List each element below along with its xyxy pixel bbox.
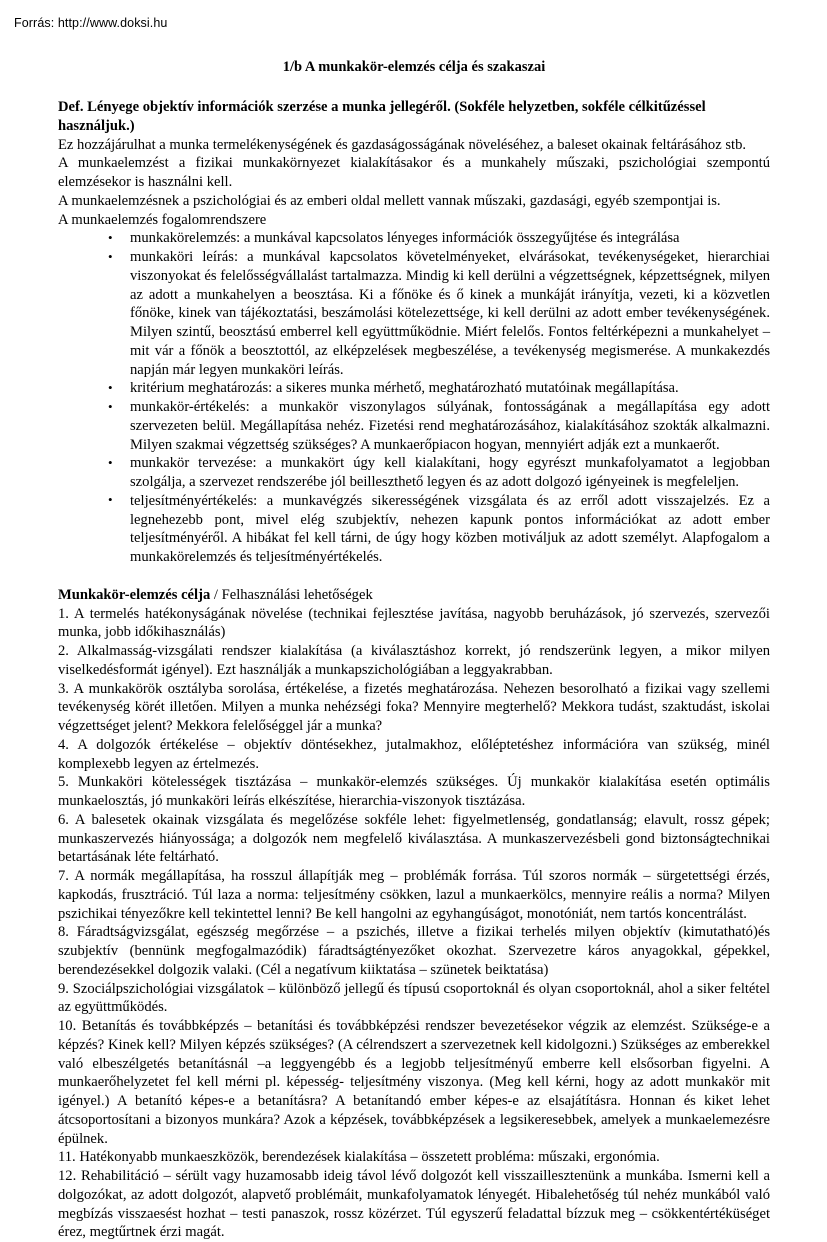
list-item: 4. A dolgozók értékelése – objektív döntésekhez, jutalmakhoz, előléptetéshez információra van szükség, minél komplexebb legyen az értelmezés. bbox=[58, 736, 770, 772]
list-item: 5. Munkaköri kötelességek tisztázása – munkakör-elemzés szükséges. Új munkakör kialakítása esetén optimális munkaelosztás, jó munkaköri leírás elkészítése, hierarchia-viszonyok tisztázása. bbox=[58, 774, 770, 810]
definition-paragraph: Def. Lényege objektív információk szerzése a munka jellegéről. (Sokféle helyzetben, sokféle célkitűzéssel használjuk.) bbox=[58, 99, 706, 134]
list-item: 12. Rehabilitáció – sérült vagy huzamosabb ideig távol lévő dolgozót kell visszaillesztenünk a munkába. Ismerni kell a dolgozókat, az adott dolgozót, alapvető problémáit, munkafolyamatok lényegét. Hibalehetőség túl nehéz munkából való megbízás visszaesést hozhat – testi panaszok, rossz közérzet. Túl egyszerű feladattal bízzuk meg – csökkentértéküséget érez, megtűrtnek érzi magát. bbox=[58, 1168, 770, 1241]
list-item: 1. A termelés hatékonyságának növelése (technikai fejlesztése javítása, nagyobb beruházások, jó szervezés, szervezői munka, jobb időkihasználás) bbox=[58, 605, 770, 641]
list-item: 6. A balesetek okainak vizsgálata és megelőzése sokféle lehet: figyelmetlenség, gondatlanság; elavult, rossz gépek; munkaszervezés hiányossága; a dolgozók nem megfelelő kiválasztása. A munkaszervezésbeli gond biztonságtechnikai betartásának léte feltárható. bbox=[58, 811, 770, 866]
intro-paragraph-3: A munkaelemzésnek a pszichológiai és az emberi oldal mellett vannak műszaki, gazdasági, egyéb szempontjai is. bbox=[58, 192, 721, 209]
section-heading bbox=[58, 586, 770, 605]
document-content bbox=[58, 58, 770, 1242]
source-url-header: Forrás: http://www.doksi.hu bbox=[14, 16, 168, 30]
list-item: • munkaköri leírás: a munkával kapcsolatos követelményeket, elvárásokat, tevékenységeket, hierarchiai viszonyokat és felelősségvállalást tartalmazza. Mindig ki kell derülni a végzettségnek, képzettségnek, milyen az adott a munkahelyen a beosztása. Ki a főnöke és ő kinek a munkáját irányítja, vezeti, ki a közvetlen főnöke, kinek van tájékoztatási, beszámolási kötelezettsége, ki kell derülni az adott ember tevékenységének. Milyen szintű, beosztású emberrel kell együttműködnie. Miért felelős. Fontos feltérképezni a munkahelyet – mit vár a főnök a beosztottól, az elképzelések megbeszélése, a tevékenység megismerése. A munkakezdés napján már legyen munkaköri leírás. bbox=[58, 248, 770, 379]
list-item: 2. Alkalmasság-vizsgálati rendszer kialakítása (a kiválasztáshoz korrekt, jó rendszerünk legyen, a mikor milyen viselkedésformát igényel). Ezt használják a munkapszichológiában a leggyakrabban. bbox=[58, 643, 770, 678]
list-item: 3. A munkakörök osztályba sorolása, értékelése, a fizetés meghatározása. Nehezen besorolható a fizikai vagy szellemi tevékenység körét illetően. Milyen a munka nehézségi foka? Mennyire megterhelő? Mekkora tudást, szaktudást, iskolai végzettséget jelent? Mekkora felelőséggel jár a munka? bbox=[58, 680, 770, 735]
intro-paragraph-1: Ez hozzájárulhat a munka termelékenységének és gazdaságosságának növeléséhez, a baleset okainak feltárásához stb. bbox=[58, 136, 747, 153]
list-item: 10. Betanítás és továbbképzés – betanítási és továbbképzési rendszer bevezetésekor végzik az elemzést. Szüksége-e a képzés? Kinek kell? Milyen képzés szükséges? (A célrendszert a szervezetnek kell kidolgozni.) Szükséges az emberekkel való elbeszélgetés betanításnál –a leggyengébb és a legjobb teljesítményű emberre kell elsősorban figyelni. A munkaerőhelyzetet fel kell mérni pl. képesség- teljesítmény viszonya. (Meg kell kérni, hogy az adott munkakör mit igényel.) A betanító képes-e a betanításra? A betanítandó ember képes-e az elsajátításra. Honnan és kiket lehet átcsoportosítani a bizonyos munkára? Azok a képzések, továbbképzések a legsikeresebbek, amelyek a munkaelemezésre épülnek. bbox=[58, 1018, 770, 1147]
list-item: • kritérium meghatározás: a sikeres munka mérhető, meghatározható mutatóinak megállapítása. bbox=[58, 379, 770, 398]
list-item: 9. Szociálpszichológiai vizsgálatok – különböző jellegű és típusú csoportoknál és olyan csoportoknál, ahol a siker feltétel az együttműködés. bbox=[58, 980, 770, 1016]
section-heading-rest: / Felhasználási lehetőségek bbox=[210, 586, 373, 603]
list-item: • munkakör tervezése: a munkakört úgy kell kialakítani, hogy egyrészt munkafolyamatot a legjobban szolgálja, a szervezet rendszerébe jól beilleszthető legyen és az adott dolgozó igényeinek is megfeleljen. bbox=[58, 454, 770, 492]
list-item: • munkakörelemzés: a munkával kapcsolatos lényeges információk összegyűjtése és integrálása bbox=[58, 229, 770, 248]
page-title: 1/b A munkakör-elemzés célja és szakaszai bbox=[282, 59, 546, 75]
intro-paragraph-2: A munkaelemzést a fizikai munkakörnyezet kialakításakor és a munkahely műszaki, pszichológiai szempontú elemzésekor is használni kell. bbox=[58, 155, 770, 191]
section-heading-bold: Munkakör-elemzés célja bbox=[58, 586, 211, 603]
list-item: • teljesítményértékelés: a munkavégzés sikerességének vizsgálata és az erről adott visszajelzés. Ez a legnehezebb pont, mivel elég szubjektív, nehezen kapunk pontos információkat az adott ember teljesítményéről. A hibákat fel kell tárni, de úgy hogy közben motiváljuk az adott személyt. Alapfogalom a munkakörelemzés és teljesítményértékelés. bbox=[58, 492, 770, 567]
concept-bullet-list bbox=[58, 229, 770, 567]
list-item: • munkakör-értékelés: a munkakör viszonylagos súlyának, fontosságának a megállapítása egy adott szervezeten belül. Megállapítása nehéz. Fizetési rend meghatározásához, kialakításához szokták alkalmazni. Milyen szakmai végzettség szükséges? A munkaerőpiacon hogyan, mennyiért adják ezt a munkaerőt. bbox=[58, 398, 770, 454]
list-item: 8. Fáradtságvizsgálat, egészség megőrzése – a pszichés, illetve a fizikai terhelés milyen objektív (kimutatható)és szubjektív (bennünk megfogalmazódik) fáradtságtényezőket okozhat. Szervezetre káros anyagokkal, gépekkel, berendezésekkel dolgozik valaki. (Cél a negatívum kiiktatása – szünetek beiktatása) bbox=[58, 924, 770, 978]
list-item: 7. A normák megállapítása, ha rosszul állapítják meg – problémák forrása. Túl szoros normák – sürgetettségi érzés, kapkodás, frusztráció. Túl laza a norma: teljesítmény csökken, lazul a munkaerkölcs, mennyire reális a norma? Milyen pszichikai tényezőkre kell tekintettel lenni? Be kell hangolni az egyhangúságot, monotóniát, nem tartós koncentrálást. bbox=[58, 868, 770, 922]
list-item: 11. Hatékonyabb munkaeszközök, berendezések kialakítása – összetett probléma: műszaki, ergonómia. bbox=[58, 1149, 660, 1166]
intro-paragraph-4: A munkaelemzés fogalomrendszere bbox=[58, 211, 267, 228]
numbered-list bbox=[58, 605, 770, 1242]
